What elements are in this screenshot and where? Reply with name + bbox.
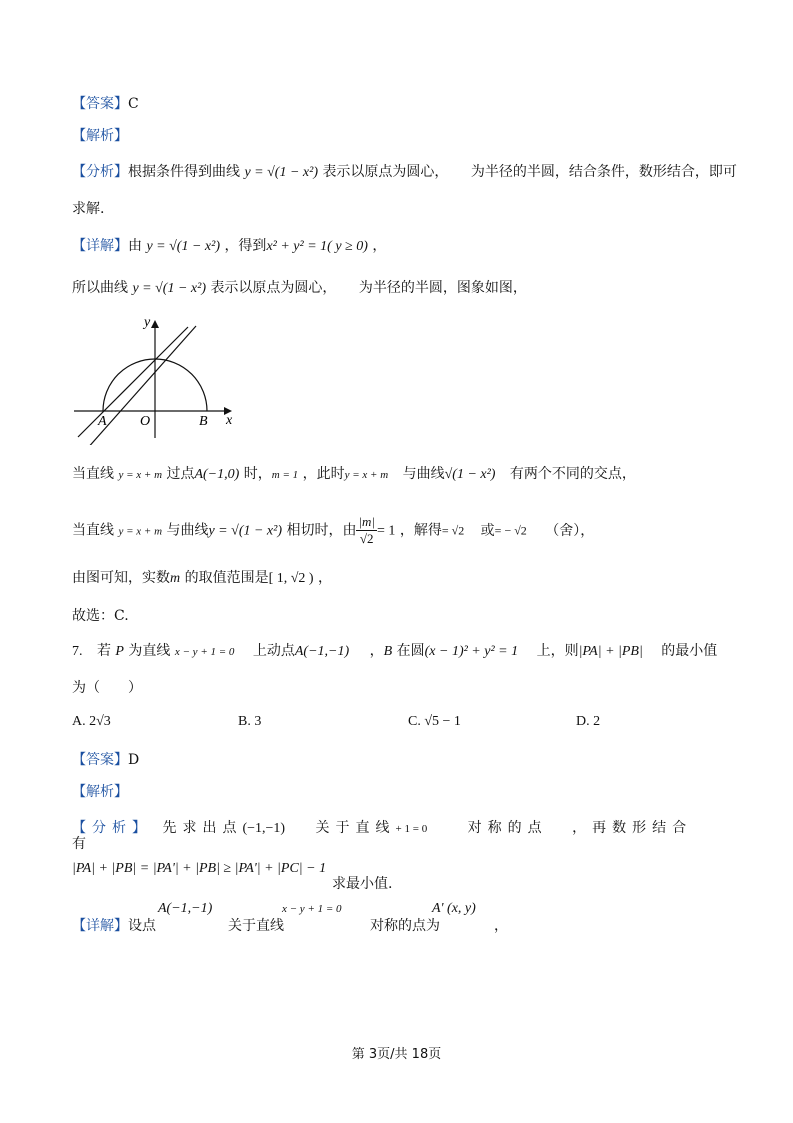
point-b-label: B [199, 414, 208, 429]
xiangjie-line-1 [72, 236, 386, 257]
pass-text: 过点 [166, 466, 195, 482]
option-d: D. 2 [576, 714, 601, 729]
xiangjie-text: ，得到 [224, 238, 267, 254]
question-7-line-2 [72, 678, 142, 698]
xiangjie-text: 由 [128, 238, 142, 254]
xiangjie-text: 对称的点为 [370, 918, 440, 934]
answer-value: D [128, 752, 140, 768]
fraction-numerator: |m| [358, 514, 375, 529]
fenxi-text: 表示以原点为圆心， [322, 164, 449, 180]
answer-tag: 【答案】 [72, 96, 128, 112]
xiangjie-text: ， [494, 918, 508, 934]
analysis-heading-2 [72, 782, 128, 802]
question-text: 为（ ） [72, 680, 142, 696]
point-coords: (−1,−1) [242, 821, 286, 836]
fraction-equals: = 1 [377, 523, 396, 539]
fenxi-line-2 [72, 199, 104, 219]
tangent-text: 当直线 [72, 522, 114, 539]
distance-sum: |PA| + |PB| [578, 644, 643, 659]
question-7-line-1 [72, 641, 717, 662]
origin-label: O [140, 414, 151, 429]
pass-text: 时， [243, 466, 272, 482]
range-line [72, 568, 332, 589]
m-value: m = 1 [271, 469, 299, 481]
so-line [72, 278, 527, 299]
xiangjie2-text-2 [228, 916, 284, 936]
inequality: |PA| + |PB| = |PA'| + |PB| ≥ |PA'| + |PC| − 1 [72, 861, 327, 876]
curve-equation: y = √(1 − x²) [208, 523, 282, 539]
question-text: 为直线 [128, 643, 171, 659]
question-text: 在圆 [396, 643, 425, 659]
curve-equation: y = √(1 − x²) [132, 281, 206, 296]
line-through-a [78, 327, 188, 437]
question-number: 7. [72, 644, 83, 659]
fenxi2-line-4 [332, 874, 392, 894]
point-b: B [383, 644, 393, 659]
point-p: P [115, 644, 124, 659]
tangent-text: ，解得 [399, 522, 442, 539]
tangent-text: 相切时，由 [286, 522, 357, 539]
so-text: 为半径的半圆，图象如图， [358, 280, 527, 296]
question-text: 上，则 [536, 643, 579, 659]
line-equation: y = x + m [344, 469, 389, 481]
line-equation: x − y + 1 = 0 [282, 903, 342, 915]
tangent-text: 或 [480, 522, 495, 539]
fenxi-text: ，再数形结合 [572, 820, 693, 836]
choose-line: 故选：C. [72, 608, 129, 624]
xiangjie-text: 设点 [128, 918, 156, 934]
point-a-label: A [98, 414, 107, 429]
option-c: C. √5 − 1 [408, 714, 461, 729]
analysis-tag: 【解析】 [72, 784, 128, 800]
analysis-heading [72, 126, 128, 146]
analysis-tag: 【解析】 [72, 128, 128, 144]
xiangjie2-comma [494, 916, 508, 936]
xiangjie2-line-eq [282, 898, 342, 919]
line-equation: x − y + 1 = 0 [174, 646, 235, 658]
answer-value: C [128, 96, 139, 112]
pass-text: 当直线 [72, 466, 114, 482]
semicircle-figure [68, 310, 243, 445]
pass-text: ，此时 [302, 466, 345, 482]
option-a: A. 2√3 [72, 714, 111, 729]
line-equation: y = x + m [118, 469, 163, 481]
xiangjie-tag: 【详解】 [72, 238, 128, 254]
line-equation: y = x + m [118, 525, 163, 538]
point-a: A(−1,0) [194, 467, 240, 482]
answer-tag: 【答案】 [72, 752, 128, 768]
fenxi-text: 求解. [72, 201, 105, 217]
fenxi-line-1 [72, 162, 737, 183]
x-label: x [226, 413, 233, 428]
fenxi-text: 有 [72, 836, 86, 852]
curve-equation: y = √(1 − x²) [244, 165, 318, 180]
pass-line [72, 464, 636, 485]
tangent-text: （舍）， [545, 522, 595, 539]
fenxi-tag: 【分析】 [72, 820, 152, 836]
option-b: B. 3 [238, 714, 262, 729]
variable-m: m [170, 571, 181, 586]
question-text: ， [369, 643, 384, 659]
fenxi-text: 根据条件得到曲线 [128, 164, 240, 180]
page-footer: 第 3页/共 18页 [351, 1047, 442, 1062]
solution-negative: = − √2 [494, 523, 527, 538]
so-text: 表示以原点为圆心， [210, 280, 337, 296]
fenxi-tag: 【分析】 [72, 164, 128, 180]
xiangjie-text: 关于直线 [228, 918, 284, 934]
fenxi2-line-3 [72, 858, 326, 879]
y-label: y [144, 315, 151, 330]
range-text: 的取值范围是 [184, 570, 269, 586]
fenxi2-line-2 [72, 834, 86, 854]
pass-text: 与曲线 [402, 466, 445, 482]
question-text: 的最小值 [661, 643, 718, 659]
solution-positive: = √2 [441, 523, 465, 538]
question-text: 若 [96, 643, 111, 659]
fenxi-text: 对称的点 [467, 820, 548, 836]
curve-equation: y = √(1 − x²) [146, 239, 220, 254]
y-axis-arrow [151, 320, 159, 328]
point-a-prime: A' (x, y) [432, 901, 476, 916]
xiangjie-text: ， [372, 238, 387, 254]
range-text: 由图可知，实数 [72, 570, 170, 586]
xiangjie2-point [158, 898, 212, 919]
curve-sqrt: √(1 − x²) [444, 467, 496, 482]
fenxi-text: 求最小值. [332, 876, 393, 892]
tangent-text: 与曲线 [166, 522, 209, 539]
line-fragment: + 1 = 0 [395, 823, 428, 835]
circle-equation: (x − 1)² + y² = 1 [424, 644, 519, 659]
fenxi-text: 为半径的半圆，结合条件，数形结合，即可 [470, 164, 737, 180]
fenxi-text: 关于直线 [315, 820, 396, 836]
xiangjie-tag: 【详解】 [72, 918, 128, 934]
distance-fraction [356, 514, 377, 547]
circle-equation: x² + y² = 1( y ≥ 0) [266, 239, 368, 254]
answer-line-2 [72, 750, 139, 770]
question-text: 上动点 [252, 643, 295, 659]
m-range: [ 1, √2 ) [268, 571, 314, 586]
xiangjie2-line [72, 916, 156, 936]
fenxi2-line-1 [72, 818, 692, 839]
tangent-condition-line [72, 514, 594, 547]
point-a: A(−1,−1) [158, 901, 213, 916]
fenxi-text: 先求出点 [162, 820, 243, 836]
xiangjie2-point-prime [432, 898, 476, 919]
pass-text: 有两个不同的交点， [509, 466, 636, 482]
range-text: ， [318, 570, 333, 586]
point-a: A(−1,−1) [294, 644, 350, 659]
fraction-denominator: √2 [359, 531, 374, 546]
so-text: 所以曲线 [72, 280, 128, 296]
xiangjie2-text-3 [370, 916, 440, 936]
answer-line [72, 94, 139, 114]
